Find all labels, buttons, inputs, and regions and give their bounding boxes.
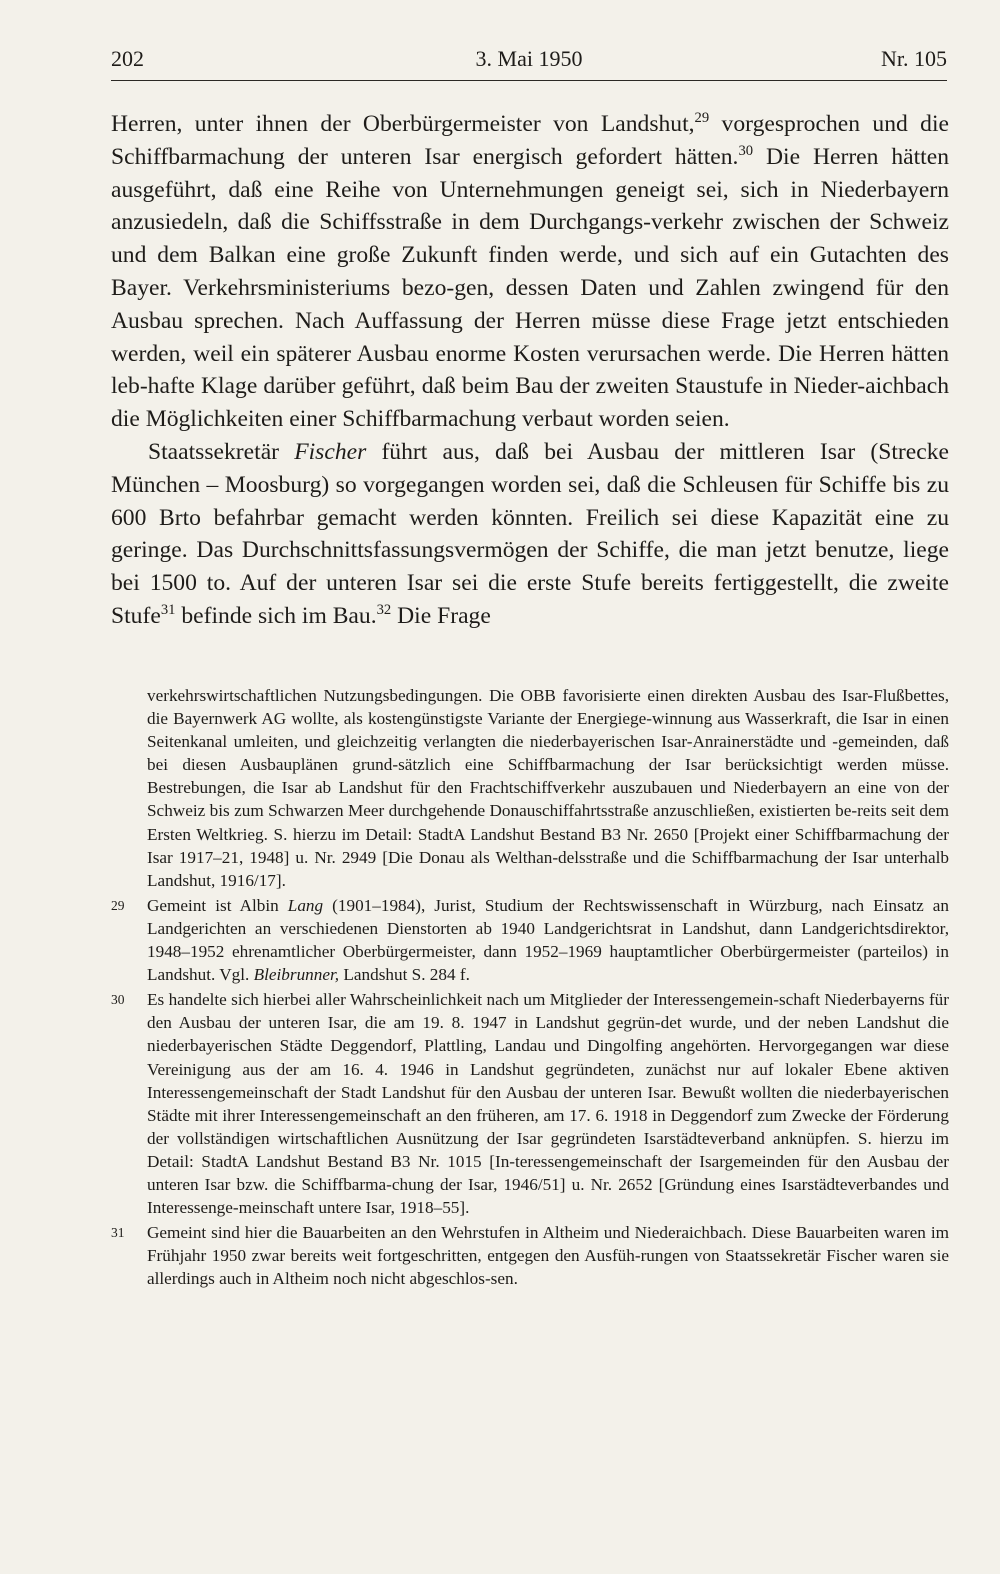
footnote-number: 29 (111, 897, 125, 913)
footnote-text: Gemeint sind hier die Bauarbeiten an den Wehrstufen in Altheim und Niederaichbach. Diese Bauarbeiten waren im Frühjahr 1950 zwar bereits weit fortgeschritten, entgegen den Ausfüh-rungen von Staatssekretär Fischer waren sie allerdings auch in Altheim noch nicht abgeschlos-sen. (147, 1223, 949, 1289)
person-name: Fischer (294, 438, 367, 465)
paragraph (111, 436, 949, 633)
footnotes (111, 684, 949, 1290)
footnote (111, 988, 949, 1219)
footnote (111, 1221, 949, 1290)
text-run: Die Frage (391, 602, 491, 629)
text-run: vorgesprochen und die Schiffbarmachung der unteren Isar energisch gefordert hätten. (111, 111, 949, 170)
footnote-ref: 30 (738, 142, 754, 159)
footnote-text: Gemeint ist Albin (147, 895, 288, 915)
text-run: Staatssekretär (148, 438, 295, 465)
paragraph (111, 108, 949, 436)
running-header (111, 44, 947, 78)
footnote-text: (1901–1984), Jurist, Studium der Rechtswissenschaft in Würzburg, nach Einsatz an Landgerichten an verschiedenen Dienstorten ab 1940 Landgerichtsrat in Landshut, dann Landgerichtsdirektor, 1948–1952 ehrenamtlicher Oberbürgermeister, dann 1952–1969 hauptamtlicher Oberbürgermeister (parteilos) in Landshut. Vgl. (147, 895, 949, 985)
footnote-number: 31 (111, 1225, 125, 1241)
text-run: Die Herren hätten ausgeführt, daß eine Reihe von Unternehmungen geneigt sei, sich in Niederbayern anzusiedeln, daß die Schiffsstraße in dem Durchgangs-verkehr zwischen der Schweiz und dem Balkan eine große Zukunft finden werde, und sich auf ein Gutachten des Bayer. Verkehrsministeriums bezo-gen, dessen Daten und Zahlen zwingend für den Ausbau sprechen. Nach Auffassung der Herren müsse diese Frage jetzt entschieden werden, weil ein späterer Ausbau enorme Kosten verursachen werde. Die Herren hätten leb-hafte Klage darüber geführt, daß beim Bau der zweiten Staustufe in Nieder-aichbach die Möglichkeiten einer Schiffbarmachung verbaut worden seien. (111, 143, 949, 433)
footnote (111, 894, 949, 986)
footnote-ref: 29 (694, 109, 710, 126)
footnote-number: 30 (111, 992, 125, 1008)
header-date: 3. Mai 1950 (475, 46, 583, 71)
text-run: befinde sich im Bau. (175, 602, 377, 629)
text-run: Herren, unter ihnen der Oberbürgermeister von Landshut, (111, 111, 695, 137)
text-run: führt aus, daß bei Ausbau der mittleren Isar (Strecke München – Moosburg) so vorgegangen worden sei, daß die Schleusen für Schiffe bis zu 600 Brto befahrbar gemacht werden könnten. Freilich sei diese Kapazität eine zu geringe. Das Durchschnittsfassungsvermögen der Schiffe, die man jetzt benutze, liege bei 1500 to. Auf der unteren Isar sei die erste Stufe bereits fertiggestellt, die zweite Stufe (111, 438, 949, 629)
footnote-continuation: verkehrswirtschaftlichen Nutzungsbedingungen. Die OBB favorisierte einen direkten Ausbau des Isar-Flußbettes, die Bayernwerk AG wollte, als kostengünstigste Variante der Energiege-winnung aus Wasserkraft, die Isar in einen Seitenkanal umleiten, und gleichzeitig verlangten die niederbayerischen Isar-Anrainerstädte und -gemeinden, daß bei diesen Ausbauplänen grund-sätzlich eine Schiffbarmachung der Isar berücksichtigt werden müsse. Bestrebungen, die Isar ab Landshut für den Frachtschiffverkehr auszubauen und Niederbayern an eine von der Schweiz bis zum Schwarzen Meer durchgehende Donauschiffahrtsstraße anzuschließen, existierten be-reits seit dem Ersten Weltkrieg. S. hierzu im Detail: StadtA Landshut Bestand B3 Nr. 2650 [Projekt einer Schiffbarmachung der Isar 1917–21, 1948] u. Nr. 2949 [Die Donau als Welthan-delsstraße und die Schiffbarmachung der Isar unterhalb Landshut, 1916/17]. (147, 686, 949, 890)
header-rule (111, 80, 947, 81)
footnote-ref: 32 (376, 601, 392, 618)
footnote-text: Es handelte sich hierbei aller Wahrscheinlichkeit nach um Mitglieder der Interessengemein-schaft Niederbayerns für den Ausbau der unteren Isar, die am 19. 8. 1947 in Landshut gegrün-det wurde, und der neben Landshut die niederbayerischen Städte Deggendorf, Plattling, Landau und Dingolfing angehörten. Hervorgegangen war diese Vereinigung aus der am 16. 4. 1946 in Landshut gegründeten, zunächst nur auf lokaler Ebene aktiven Interessengemeinschaft der Stadt Landshut für den Ausbau der unteren Isar. Bewußt wollten die niederbayerischen Städte mit ihrer Interessengemeinschaft an den früheren, am 17. 6. 1918 in Deggendorf zum Zwecke der Förderung der vollständigen wirtschaftlichen Ausnützung der Isar gegründeten Isarstädteverband anknüpfen. S. hierzu im Detail: StadtA Landshut Bestand B3 Nr. 1015 [In-teressengemeinschaft der Isargemeinden für den Ausbau der unteren Isar bzw. die Schiffbarma-chung der Isar, 1946/51] u. Nr. 2652 [Gründung eines Isarstädteverbandes und Interessenge-meinschaft untere Isar, 1918–55]. (147, 990, 949, 1218)
citation-author: Bleibrunner, (253, 965, 340, 985)
footnote-ref: 31 (160, 601, 176, 618)
page-number: 202 (111, 46, 144, 71)
document-number: Nr. 105 (881, 46, 947, 71)
footnote-text: Landshut S. 284 f. (339, 965, 470, 985)
person-name: Lang (287, 895, 324, 915)
main-text (111, 108, 949, 633)
